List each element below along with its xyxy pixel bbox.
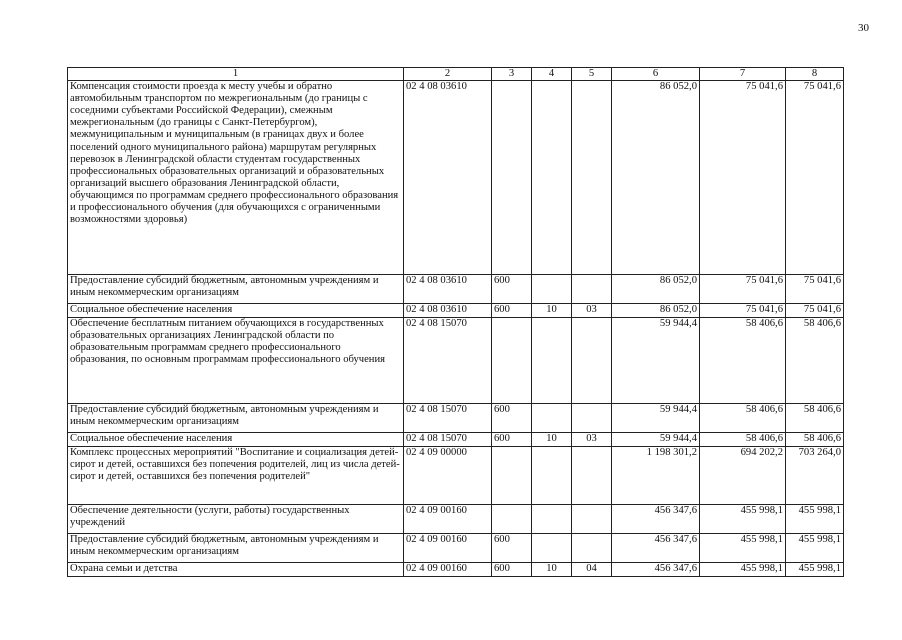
- expense-type-cell: [492, 81, 532, 275]
- amount-year3-cell: 75 041,6: [786, 304, 844, 318]
- section-cell: [532, 275, 572, 304]
- header-row: [68, 68, 844, 81]
- amount-year3-cell: 75 041,6: [786, 81, 844, 275]
- amount-year1-cell: 86 052,0: [612, 81, 700, 275]
- section-cell: 10: [532, 433, 572, 447]
- item-name-cell: Компенсация стоимости проезда к месту учебы и обратно автомобильным транспортом по межрегиональным (до границы с соседними субъектами Российской Федерации), смежным межрегиональным (до границы с Санкт-Петербургом), межмуниципальным и муниципальным (в границах двух и более поселений одного муниципального района) маршрутам регулярных перевозок в Ленинградской области студентам государственных профессиональных образовательных организаций и образовательных организаций высшего образования Ленинградской области, обучающимся по программам среднего профессионального образования и профессионального обучения (для обучающихся с ограниченными возможностями здоровья): [68, 81, 404, 275]
- header-cell: 3: [492, 68, 532, 81]
- section-cell: [532, 534, 572, 563]
- amount-year2-cell: 75 041,6: [700, 304, 786, 318]
- target-code-cell: 02 4 08 03610: [404, 304, 492, 318]
- expense-type-cell: 600: [492, 534, 532, 563]
- amount-year1-cell: 59 944,4: [612, 433, 700, 447]
- target-code-cell: 02 4 08 15070: [404, 318, 492, 404]
- subsection-cell: [572, 447, 612, 505]
- subsection-cell: [572, 318, 612, 404]
- amount-year3-cell: 58 406,6: [786, 404, 844, 433]
- header-cell: 5: [572, 68, 612, 81]
- amount-year1-cell: 456 347,6: [612, 563, 700, 577]
- amount-year3-cell: 455 998,1: [786, 534, 844, 563]
- expense-type-cell: 600: [492, 275, 532, 304]
- table-row: [68, 505, 844, 534]
- table-row: [68, 304, 844, 318]
- amount-year2-cell: 75 041,6: [700, 275, 786, 304]
- item-name-cell: Комплекс процессных мероприятий "Воспитание и социализация детей-сирот и детей, оставшихся без попечения родителей, лиц из числа детей-сирот и детей, оставшихся без попечения родителей": [68, 447, 404, 505]
- header-cell: 4: [532, 68, 572, 81]
- header-cell: 7: [700, 68, 786, 81]
- table-row: [68, 318, 844, 404]
- subsection-cell: [572, 534, 612, 563]
- expense-type-cell: 600: [492, 563, 532, 577]
- table-row: [68, 447, 844, 505]
- header-cell: 2: [404, 68, 492, 81]
- subsection-cell: 04: [572, 563, 612, 577]
- target-code-cell: 02 4 08 03610: [404, 81, 492, 275]
- item-name-cell: Предоставление субсидий бюджетным, автономным учреждениям и иным некоммерческим организациям: [68, 404, 404, 433]
- item-name-cell: Социальное обеспечение населения: [68, 433, 404, 447]
- page-number: 30: [858, 22, 869, 34]
- target-code-cell: 02 4 09 00160: [404, 534, 492, 563]
- header-cell: 1: [68, 68, 404, 81]
- section-cell: [532, 447, 572, 505]
- amount-year2-cell: 58 406,6: [700, 318, 786, 404]
- subsection-cell: [572, 275, 612, 304]
- expense-type-cell: 600: [492, 404, 532, 433]
- table-row: [68, 404, 844, 433]
- amount-year3-cell: 455 998,1: [786, 505, 844, 534]
- table-row: [68, 433, 844, 447]
- amount-year1-cell: 86 052,0: [612, 275, 700, 304]
- amount-year1-cell: 59 944,4: [612, 404, 700, 433]
- amount-year1-cell: 1 198 301,2: [612, 447, 700, 505]
- subsection-cell: 03: [572, 433, 612, 447]
- target-code-cell: 02 4 09 00000: [404, 447, 492, 505]
- section-cell: [532, 505, 572, 534]
- item-name-cell: Предоставление субсидий бюджетным, автономным учреждениям и иным некоммерческим организациям: [68, 275, 404, 304]
- amount-year1-cell: 456 347,6: [612, 534, 700, 563]
- section-cell: [532, 81, 572, 275]
- header-cell: 8: [786, 68, 844, 81]
- item-name-cell: Обеспечение бесплатным питанием обучающихся в государственных образовательных организациях Ленинградской области по образовательным программам среднего профессионального образования, по основным программам профессионального обучения: [68, 318, 404, 404]
- subsection-cell: [572, 404, 612, 433]
- section-cell: 10: [532, 304, 572, 318]
- item-name-cell: Социальное обеспечение населения: [68, 304, 404, 318]
- subsection-cell: [572, 81, 612, 275]
- amount-year3-cell: 58 406,6: [786, 433, 844, 447]
- target-code-cell: 02 4 09 00160: [404, 505, 492, 534]
- amount-year3-cell: 455 998,1: [786, 563, 844, 577]
- table-row: [68, 534, 844, 563]
- amount-year2-cell: 455 998,1: [700, 534, 786, 563]
- table-row: [68, 563, 844, 577]
- target-code-cell: 02 4 09 00160: [404, 563, 492, 577]
- expense-type-cell: 600: [492, 304, 532, 318]
- header-cell: 6: [612, 68, 700, 81]
- expense-type-cell: 600: [492, 433, 532, 447]
- amount-year3-cell: 703 264,0: [786, 447, 844, 505]
- amount-year1-cell: 86 052,0: [612, 304, 700, 318]
- expense-type-cell: [492, 505, 532, 534]
- table-row: [68, 81, 844, 275]
- amount-year3-cell: 75 041,6: [786, 275, 844, 304]
- amount-year2-cell: 75 041,6: [700, 81, 786, 275]
- amount-year2-cell: 58 406,6: [700, 433, 786, 447]
- target-code-cell: 02 4 08 15070: [404, 433, 492, 447]
- table-row: [68, 275, 844, 304]
- subsection-cell: 03: [572, 304, 612, 318]
- amount-year2-cell: 694 202,2: [700, 447, 786, 505]
- section-cell: 10: [532, 563, 572, 577]
- subsection-cell: [572, 505, 612, 534]
- amount-year1-cell: 59 944,4: [612, 318, 700, 404]
- amount-year1-cell: 456 347,6: [612, 505, 700, 534]
- expense-type-cell: [492, 318, 532, 404]
- expense-type-cell: [492, 447, 532, 505]
- section-cell: [532, 318, 572, 404]
- amount-year2-cell: 455 998,1: [700, 563, 786, 577]
- item-name-cell: Обеспечение деятельности (услуги, работы) государственных учреждений: [68, 505, 404, 534]
- amount-year2-cell: 58 406,6: [700, 404, 786, 433]
- budget-table: [67, 67, 844, 577]
- amount-year2-cell: 455 998,1: [700, 505, 786, 534]
- target-code-cell: 02 4 08 15070: [404, 404, 492, 433]
- section-cell: [532, 404, 572, 433]
- item-name-cell: Предоставление субсидий бюджетным, автономным учреждениям и иным некоммерческим организациям: [68, 534, 404, 563]
- target-code-cell: 02 4 08 03610: [404, 275, 492, 304]
- amount-year3-cell: 58 406,6: [786, 318, 844, 404]
- item-name-cell: Охрана семьи и детства: [68, 563, 404, 577]
